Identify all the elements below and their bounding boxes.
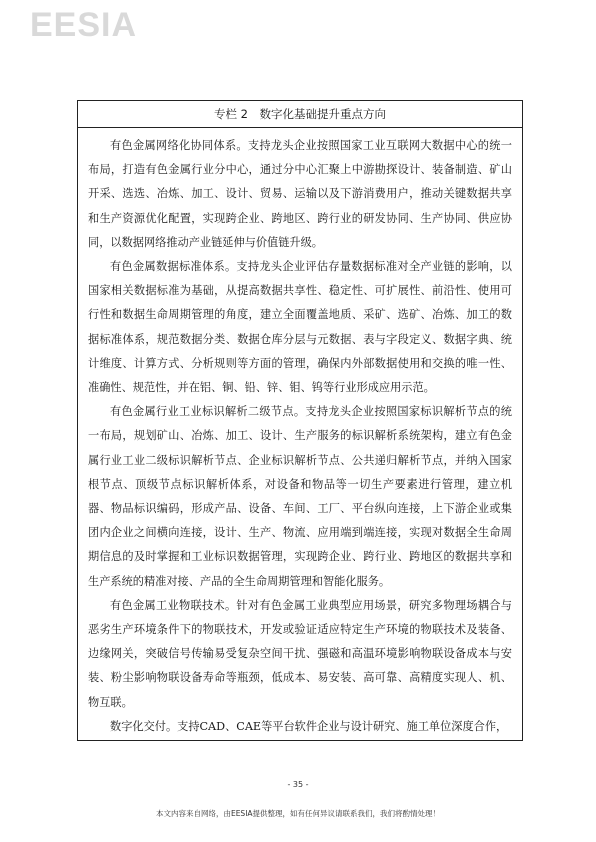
column-body	[78, 128, 522, 739]
paragraph-data-standards: 有色金属数据标准体系。支持龙头企业评估存量数据标准对全产业链的影响，以国家相关数据标准为基础，从提高数据共享性、稳定性、可扩展性、前沿性、使用可行性和数据生命周期管理的角度，建立全面覆盖地质、采矿、选矿、冶炼、加工的数据标准体系，规范数据分类、数据仓库分层与元数据、表与字段定义、数据字典、统计维度、计算方式、分析规则等方面的管理，确保内外部数据使用和交换的唯一性、准确性、规范性，并在铝、铜、铅、锌、钼、钨等行业形成应用示范。	[88, 260, 512, 395]
paragraph-iot-technology: 有色金属工业物联技术。针对有色金属工业典型应用场景，研究多物理场耦合与恶劣生产环境条件下的物联技术，开发或验证适应特定生产环境的物联技术及装备、边缘网关，突破信号传输易受复杂空间干扰、强磁和高温环境影响物联设备成本与安装、粉尘影响物联设备寿命等瓶颈，低成本、易安装、高可靠、高精度实现人、机、物互联。	[88, 598, 512, 709]
eesia-logo: EESIA	[30, 6, 138, 44]
paragraph-digital-delivery: 数字化交付。支持CAD、CAE等平台软件企业与设计研究、施工单位深度合作，	[110, 719, 508, 733]
footer-note: 本文内容来自网络，由EESIA提供整理，如有任何异议请联系我们，我们将酌情处理！	[155, 809, 441, 818]
paragraph-identifier-resolution: 有色金属行业工业标识解析二级节点。支持龙头企业按照国家标识解析节点的统一布局，规划矿山、冶炼、加工、设计、生产服务的标识解析系统架构，建立有色金属行业工业二级标识解析节点、企业标识解析节点、公共递归解析节点，并纳入国家根节点、顶级节点标识解析体系，对设备和物品等一切生产要素进行管理，建立机器、物品标识编码，形成产品、设备、车间、工厂、平台纵向连接，上下游企业或集团内企业之间横向连接，设计、生产、物流、应用端到端连接，实现对数据全生命周期信息的及时掌握和工业标识数据管理，实现跨企业、跨行业、跨地区的数据共享和生产系统的精准对接、产品的全生命周期管理和智能化服务。	[88, 405, 512, 588]
paragraph-network-collaboration: 有色金属网络化协同体系。支持龙头企业按照国家工业互联网大数据中心的统一布局，打造有色金属行业分中心，通过分中心汇聚上中游勘探设计、装备制造、矿山开采、选选、冶炼、加工、设计、贸易、运输以及下游消费用户，推动关键数据共享和生产资源优化配置，实现跨企业、跨地区、跨行业的研发协同、生产协同、供应协同，以数据网络推动产业链延伸与价值链升级。	[88, 139, 512, 249]
page-number: - 35 -	[287, 780, 309, 789]
column-title: 专栏 2 数字化基础提升重点方向	[78, 101, 522, 128]
column-box	[77, 100, 523, 741]
